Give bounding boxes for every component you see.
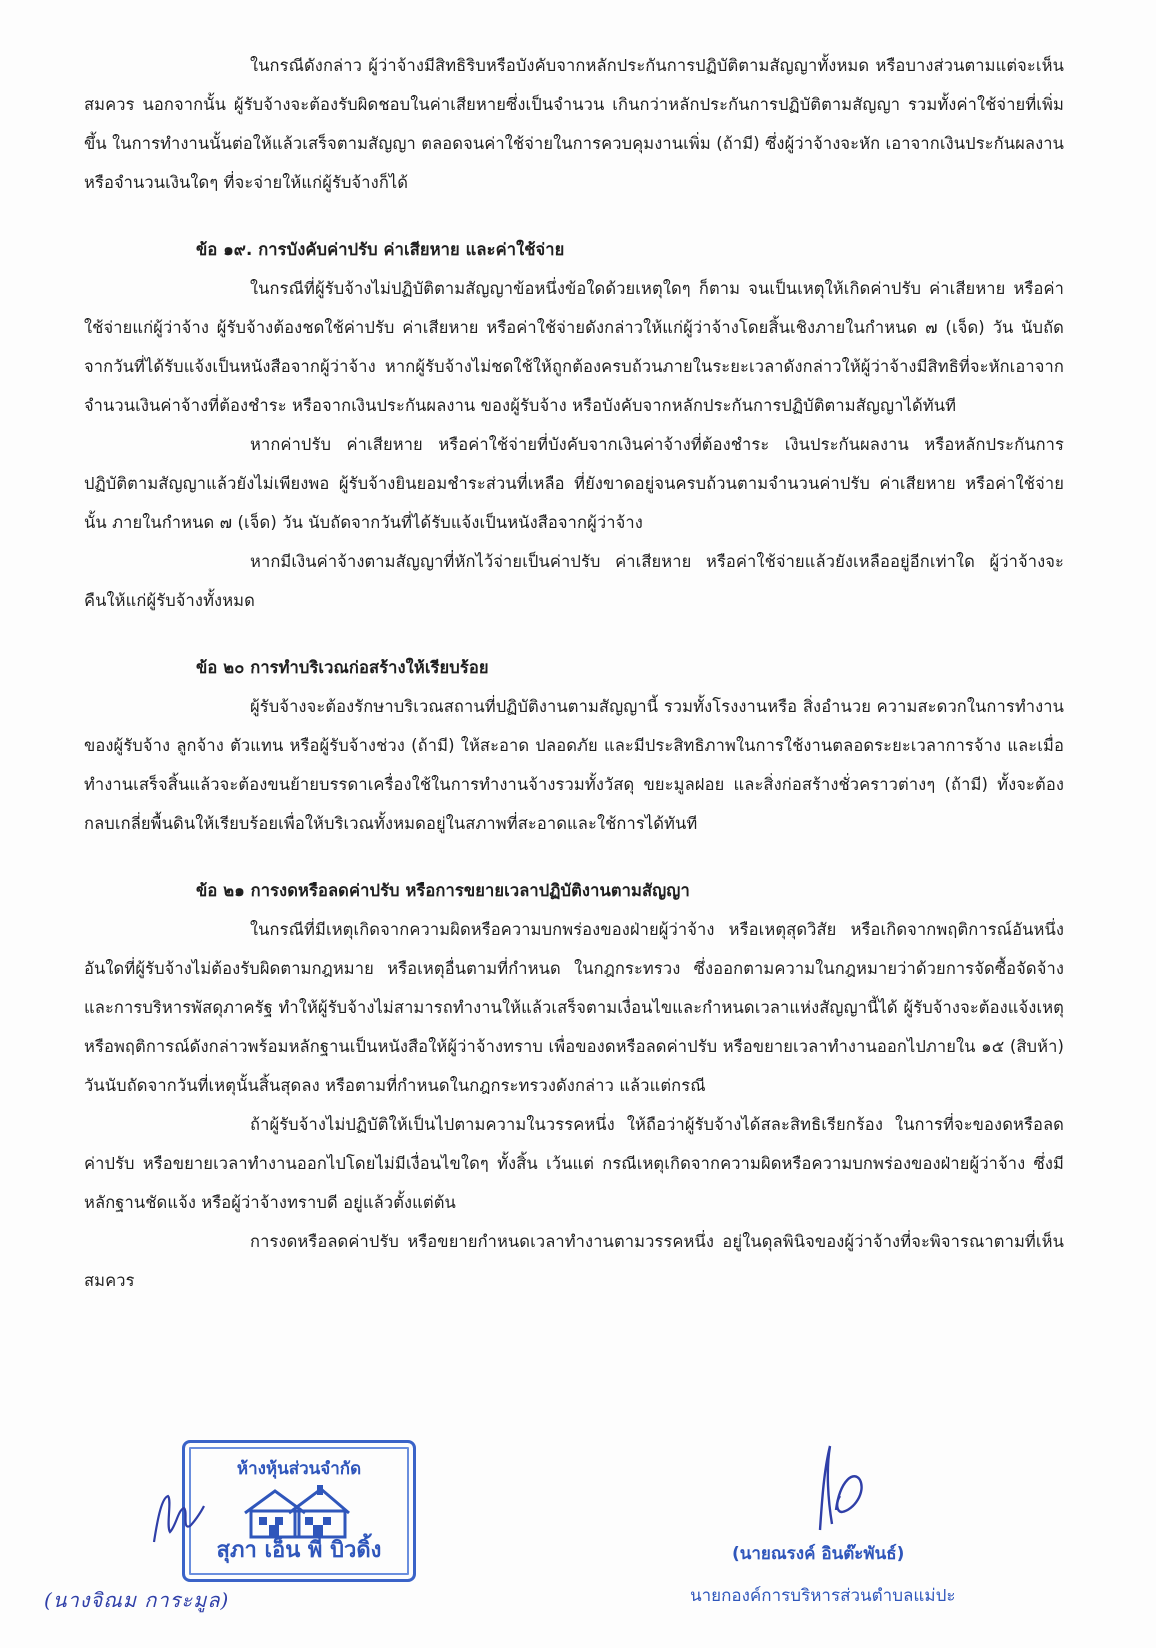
- right-signer-title: นายกองค์การบริหารส่วนตำบลแม่ปะ: [690, 1586, 956, 1606]
- section-20-heading: ข้อ ๒๐ การทำบริเวณก่อสร้างให้เรียบร้อย: [196, 658, 489, 677]
- left-signer-handwritten-name: (นางจิณม การะมูล): [44, 1588, 230, 1612]
- left-signature-icon: [148, 1486, 208, 1546]
- section-20-paragraph-1: ผู้รับจ้างจะต้องรักษาบริเวณสถานที่ปฏิบัติงานตามสัญญานี้ รวมทั้งโรงงานหรือ สิ่งอำนวย ความสะดวกในการทำงานของผู้รับจ้าง ลูกจ้าง ตัวแทน หรือผู้รับจ้างช่วง (ถ้ามี) ให้สะอาด ปลอดภัย และมีประสิทธิภาพในการใช้งานตลอดระยะเวลาการจ้าง และเมื่อทำงานเสร็จสิ้นแล้วจะต้องขนย้ายบรรดาเครื่องใช้ในการทำงานจ้างรวมทั้งวัสดุ ขยะมูลฝอย และสิ่งก่อสร้างชั่วคราวต่างๆ (ถ้ามี) ทั้งจะต้องกลบเกลี่ยพื้นดินให้เรียบร้อยเพื่อให้บริเวณทั้งหมดอยู่ในสภาพที่สะอาดและใช้การได้ทันที: [84, 697, 1064, 833]
- section-21-paragraph-1: ในกรณีที่มีเหตุเกิดจากความผิดหรือความบกพร่องของฝ่ายผู้ว่าจ้าง หรือเหตุสุดวิสัย หรือเกิดจากพฤติการณ์อันหนึ่งอันใดที่ผู้รับจ้างไม่ต้องรับผิดตามกฎหมาย หรือเหตุอื่นตามที่กำหนด ในกฎกระทรวง ซึ่งออกตามความในกฎหมายว่าด้วยการจัดซื้อจัดจ้างและการบริหารพัสดุภาครัฐ ทำให้ผู้รับจ้างไม่สามารถทำงานให้แล้วเสร็จตามเงื่อนไขและกำหนดเวลาแห่งสัญญานี้ได้ ผู้รับจ้างจะต้องแจ้งเหตุหรือพฤติการณ์ดังกล่าวพร้อมหลักฐานเป็นหนังสือให้ผู้ว่าจ้างทราบ เพื่อของดหรือลดค่าปรับ หรือขยายเวลาทำงานออกไปภายใน ๑๕ (สิบห้า) วันนับถัดจากวันที่เหตุนั้นสิ้นสุดลง หรือตามที่กำหนดในกฎกระทรวงดังกล่าว แล้วแต่กรณี: [84, 920, 1064, 1095]
- stamp-company-name: สุภา เอ็น พี บิวดิ้ง: [216, 1538, 382, 1563]
- right-signer-name: (นายณรงค์ อินต๊ะพันธ์): [732, 1544, 905, 1564]
- section-21-heading: ข้อ ๒๑ การงดหรือลดค่าปรับ หรือการขยายเวลาปฏิบัติงานตามสัญญา: [196, 881, 690, 900]
- document-body: [84, 46, 1064, 1300]
- section-21-paragraph-2: ถ้าผู้รับจ้างไม่ปฏิบัติให้เป็นไปตามความในวรรคหนึ่ง ให้ถือว่าผู้รับจ้างได้สละสิทธิเรียกร้อง ในการที่จะของดหรือลดค่าปรับ หรือขยายเวลาทำงานออกไปโดยไม่มีเงื่อนไขใดๆ ทั้งสิ้น เว้นแต่ กรณีเหตุเกิดจากความผิดหรือความบกพร่องของฝ่ายผู้ว่าจ้าง ซึ่งมีหลักฐานชัดแจ้ง หรือผู้ว่าจ้างทราบดี อยู่แล้วตั้งแต่ต้น: [84, 1115, 1064, 1212]
- paragraph-intro: ในกรณีดังกล่าว ผู้ว่าจ้างมีสิทธิริบหรือบังคับจากหลักประกันการปฏิบัติตามสัญญาทั้งหมด หรือบางส่วนตามแต่จะเห็นสมควร นอกจากนั้น ผู้รับจ้างจะต้องรับผิดชอบในค่าเสียหายซึ่งเป็นจำนวน เกินกว่าหลักประกันการปฏิบัติตามสัญญา รวมทั้งค่าใช้จ่ายที่เพิ่มขึ้น ในการทำงานนั้นต่อให้แล้วเสร็จตามสัญญา ตลอดจนค่าใช้จ่ายในการควบคุมงานเพิ่ม (ถ้ามี) ซึ่งผู้ว่าจ้างจะหัก เอาจากเงินประกันผลงานหรือจำนวนเงินใดๆ ที่จะจ่ายให้แก่ผู้รับจ้างก็ได้: [84, 56, 1064, 192]
- right-signature-icon: [806, 1440, 876, 1532]
- company-stamp: [182, 1440, 416, 1582]
- stamp-company-type: ห้างหุ้นส่วนจำกัด: [236, 1459, 362, 1479]
- section-19-paragraph-2: หากค่าปรับ ค่าเสียหาย หรือค่าใช้จ่ายที่บังคับจากเงินค่าจ้างที่ต้องชำระ เงินประกันผลงาน หรือหลักประกันการปฏิบัติตามสัญญาแล้วยังไม่เพียงพอ ผู้รับจ้างยินยอมชำระส่วนที่เหลือ ที่ยังขาดอยู่จนครบถ้วนตามจำนวนค่าปรับ ค่าเสียหาย หรือค่าใช้จ่ายนั้น ภายในกำหนด ๗ (เจ็ด) วัน นับถัดจากวันที่ได้รับแจ้งเป็นหนังสือจากผู้ว่าจ้าง: [84, 435, 1064, 532]
- section-19-paragraph-1: ในกรณีที่ผู้รับจ้างไม่ปฏิบัติตามสัญญาข้อหนึ่งข้อใดด้วยเหตุใดๆ ก็ตาม จนเป็นเหตุให้เกิดค่าปรับ ค่าเสียหาย หรือค่าใช้จ่ายแก่ผู้ว่าจ้าง ผู้รับจ้างต้องชดใช้ค่าปรับ ค่าเสียหาย หรือค่าใช้จ่ายดังกล่าวให้แก่ผู้ว่าจ้างโดยสิ้นเชิงภายในกำหนด ๗ (เจ็ด) วัน นับถัดจากวันที่ได้รับแจ้งเป็นหนังสือจากผู้ว่าจ้าง หากผู้รับจ้างไม่ชดใช้ให้ถูกต้องครบถ้วนภายในระยะเวลาดังกล่าวให้ผู้ว่าจ้างมีสิทธิที่จะหักเอาจากจำนวนเงินค่าจ้างที่ต้องชำระ หรือจากเงินประกันผลงาน ของผู้รับจ้าง หรือบังคับจากหลักประกันการปฏิบัติตามสัญญาได้ทันที: [84, 279, 1064, 415]
- section-19-paragraph-3: หากมีเงินค่าจ้างตามสัญญาที่หักไว้จ่ายเป็นค่าปรับ ค่าเสียหาย หรือค่าใช้จ่ายแล้วยังเหลืออยู่อีกเท่าใด ผู้ว่าจ้างจะคืนให้แก่ผู้รับจ้างทั้งหมด: [84, 552, 1064, 610]
- section-19-heading: ข้อ ๑๙. การบังคับค่าปรับ ค่าเสียหาย และค่าใช้จ่าย: [196, 240, 565, 259]
- house-logo-icon: [241, 1483, 353, 1539]
- section-21-paragraph-3: การงดหรือลดค่าปรับ หรือขยายกำหนดเวลาทำงานตามวรรคหนึ่ง อยู่ในดุลพินิจของผู้ว่าจ้างที่จะพิจารณาตามที่เห็นสมควร: [84, 1232, 1064, 1290]
